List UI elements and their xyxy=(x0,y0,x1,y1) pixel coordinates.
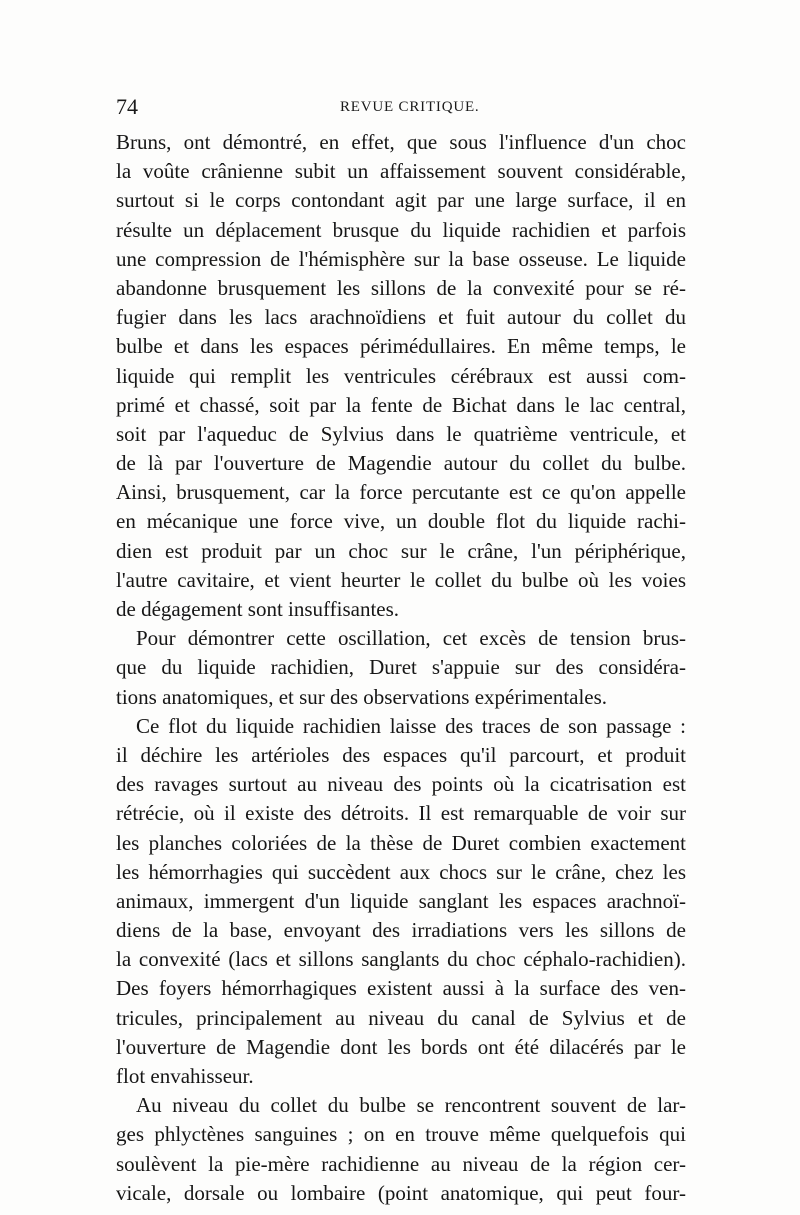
text-line: résulte un déplacement brusque du liquide rachidien et parfois xyxy=(116,217,686,242)
text-line: l'ouverture de Magendie dont les bords ont été dilacérés par le xyxy=(116,1034,686,1059)
text-line: que du liquide rachidien, Duret s'appuie sur des considéra- xyxy=(116,655,686,680)
text-line: l'autre cavitaire, et vient heurter le collet du bulbe où les voies xyxy=(116,567,686,592)
text-line: primé et chassé, soit par la fente de Bichat dans le lac central, xyxy=(116,392,686,417)
page-number: 74 xyxy=(116,94,138,119)
body-text xyxy=(116,128,686,1208)
text-line: la voûte crânienne subit un affaissement souvent considérable, xyxy=(116,159,686,184)
text-line: Pour démontrer cette oscillation, cet excès de tension brus- xyxy=(136,626,686,651)
text-line: liquide qui remplit les ventricules cérébraux est aussi com- xyxy=(116,363,686,388)
text-line: Ainsi, brusquement, car la force percutante est ce qu'on appelle xyxy=(116,480,686,505)
text-line: soit par l'aqueduc de Sylvius dans le quatrième ventricule, et xyxy=(116,421,686,446)
text-line: ges phlyctènes sanguines ; on en trouve même quelquefois qui xyxy=(116,1122,686,1147)
text-line: soulèvent la pie-mère rachidienne au niveau de la région cer- xyxy=(116,1151,686,1176)
text-line: les hémorrhagies qui succèdent aux chocs sur le crâne, chez les xyxy=(116,859,686,884)
running-head: REVUE CRITIQUE. xyxy=(340,99,480,115)
text-line: surtout si le corps contondant agit par une large surface, il en xyxy=(116,188,686,213)
text-line: des ravages surtout au niveau des points où la cicatrisation est xyxy=(116,772,686,797)
text-line: animaux, immergent d'un liquide sanglant les espaces arachnoï- xyxy=(116,888,686,913)
text-line: Bruns, ont démontré, en effet, que sous l'influence d'un choc xyxy=(116,130,686,154)
text-line: vicale, dorsale ou lombaire (point anatomique, qui peut four- xyxy=(116,1180,686,1205)
text-line: bulbe et dans les espaces périmédullaires. En même temps, le xyxy=(116,334,686,359)
text-line: Au niveau du collet du bulbe se rencontrent souvent de lar- xyxy=(136,1093,686,1118)
text-line: abandonne brusquement les sillons de la convexité pour se ré- xyxy=(116,275,686,300)
text-line: diens de la base, envoyant des irradiations vers les sillons de xyxy=(116,918,686,943)
page-header xyxy=(116,94,686,124)
text-line: de là par l'ouverture de Magendie autour du collet du bulbe. xyxy=(116,451,686,476)
text-line: une compression de l'hémisphère sur la base osseuse. Le liquide xyxy=(116,246,686,271)
text-line: il déchire les artérioles des espaces qu'il parcourt, et produit xyxy=(116,742,686,767)
text-line: tions anatomiques, et sur des observations expérimentales. xyxy=(116,684,608,709)
text-line: flot envahisseur. xyxy=(116,1064,254,1088)
text-line: Ce flot du liquide rachidien laisse des traces de son passage : xyxy=(136,713,686,738)
text-line: rétrécie, où il existe des détroits. Il est remarquable de voir sur xyxy=(116,801,686,826)
text-line: en mécanique une force vive, un double flot du liquide rachi- xyxy=(116,509,686,534)
text-line: tricules, principalement au niveau du canal de Sylvius et de xyxy=(116,1005,686,1030)
text-line: fugier dans les lacs arachnoïdiens et fuit autour du collet du xyxy=(116,305,686,330)
text-line: les planches coloriées de la thèse de Duret combien exactement xyxy=(116,830,686,855)
text-line: Des foyers hémorrhagiques existent aussi à la surface des ven- xyxy=(116,976,686,1001)
text-line: la convexité (lacs et sillons sanglants du choc céphalo-rachidien). xyxy=(116,947,686,972)
text-line: dien est produit par un choc sur le crâne, l'un périphérique, xyxy=(116,538,686,563)
text-line: de dégagement sont insuffisantes. xyxy=(116,597,400,621)
